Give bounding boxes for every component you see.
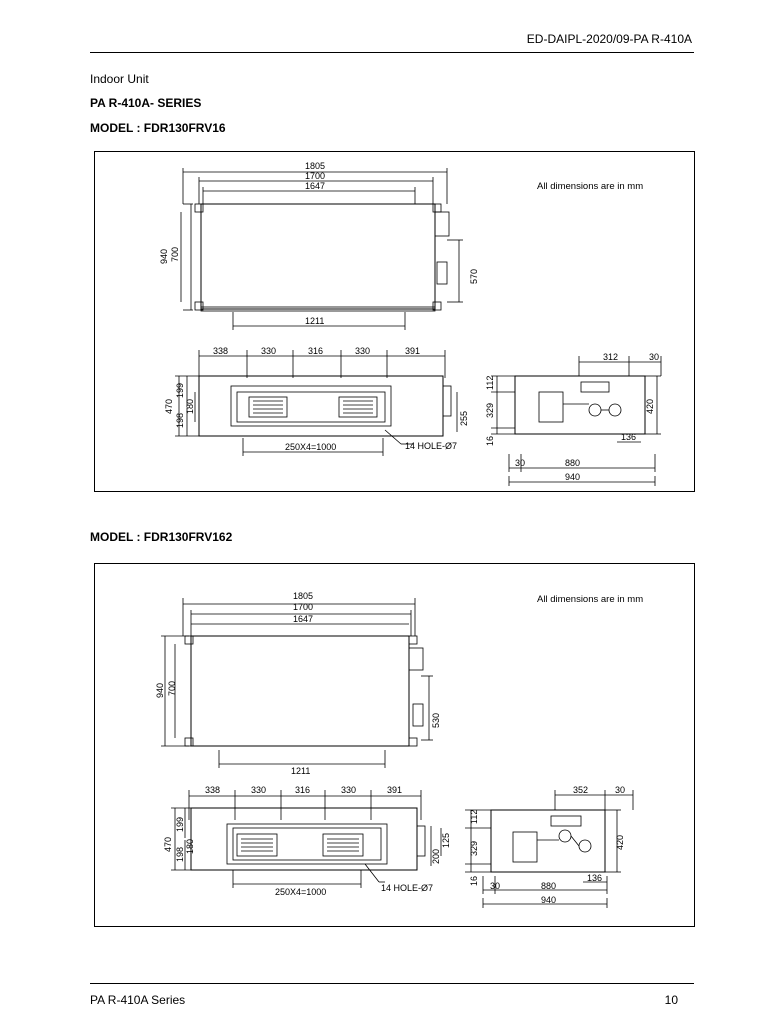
dim-470: 470 [164,398,174,414]
dim-180: 180 [185,398,195,414]
seg-4: 330 [355,346,371,356]
dim-30-top: 30 [649,352,660,362]
dim-570: 570 [469,268,479,284]
seg-1: 338 [213,346,229,356]
dim-940: 940 [155,682,165,698]
seg-5: 391 [387,785,403,795]
dim-198: 198 [175,412,185,428]
dim-940: 940 [159,248,169,264]
seg-3: 316 [295,785,311,795]
dim-125: 125 [441,832,451,848]
dim-1805: 1805 [293,591,314,601]
seg-1: 338 [205,785,221,795]
dim-136: 136 [587,873,603,883]
dim-352: 352 [573,785,589,795]
dim-329: 329 [469,840,479,856]
dim-1700: 1700 [293,602,314,612]
dim-pitch: 250X4=1000 [275,887,327,897]
dim-329: 329 [485,402,495,418]
drawing-frame-1 [94,151,695,492]
dim-880: 880 [541,881,557,891]
footer-series: PA R-410A Series [90,993,186,1007]
section-label: Indoor Unit [90,72,149,86]
dim-420: 420 [645,398,655,414]
dim-16: 16 [485,435,495,446]
top-view [155,591,441,776]
dim-199: 199 [175,816,185,832]
dim-30-top: 30 [615,785,626,795]
dim-16: 16 [469,875,479,886]
dim-30-bottom: 30 [490,881,501,891]
dim-112: 112 [469,809,479,824]
document-code: ED-DAIPL-2020/09-PA R-410A [526,32,692,46]
dim-1647: 1647 [305,181,326,191]
dim-30-bottom: 30 [515,458,526,468]
seg-4: 330 [341,785,357,795]
top-view [159,161,479,330]
dimension-note: All dimensions are in mm [537,594,644,605]
dim-700: 700 [167,680,177,696]
drawing-frame-2 [94,563,695,927]
seg-5: 391 [405,346,421,356]
dim-1805: 1805 [305,161,326,171]
dim-1700: 1700 [305,171,326,181]
dim-420: 420 [615,834,625,850]
series-title: PA R-410A- SERIES [90,96,202,110]
seg-2: 330 [251,785,267,795]
model-title-1: MODEL : FDR130FRV16 [90,121,226,135]
hole-note: 14 HOLE-Ø7 [381,883,434,893]
drawing-1 [95,152,694,491]
dim-1211: 1211 [291,766,311,776]
dim-940-side: 940 [541,895,557,905]
dim-940-side: 940 [565,472,581,482]
front-view [164,346,469,456]
dim-255: 255 [459,410,469,426]
dim-180: 180 [185,838,195,854]
dim-199: 199 [175,382,185,398]
dimension-note: All dimensions are in mm [537,181,644,192]
dim-1211: 1211 [305,316,325,326]
model-title-2: MODEL : FDR130FRV162 [90,530,233,544]
dim-pitch: 250X4=1000 [285,442,337,452]
dim-136: 136 [621,432,637,442]
dim-530: 530 [431,712,441,728]
dim-1647: 1647 [293,614,314,624]
footer-rule [90,983,694,984]
front-view [163,785,451,897]
hole-note: 14 HOLE-Ø7 [405,441,458,451]
dim-312: 312 [603,352,619,362]
side-view [485,352,661,486]
page-number: 10 [664,993,678,1007]
dim-112: 112 [485,375,495,390]
dim-470: 470 [163,836,173,852]
seg-2: 330 [261,346,277,356]
dim-700: 700 [170,246,180,262]
seg-3: 316 [308,346,324,356]
dim-200: 200 [431,848,441,864]
dim-198: 198 [175,846,185,862]
drawing-2 [95,564,694,926]
side-view [465,785,633,908]
header-rule [90,52,694,53]
dim-880: 880 [565,458,581,468]
